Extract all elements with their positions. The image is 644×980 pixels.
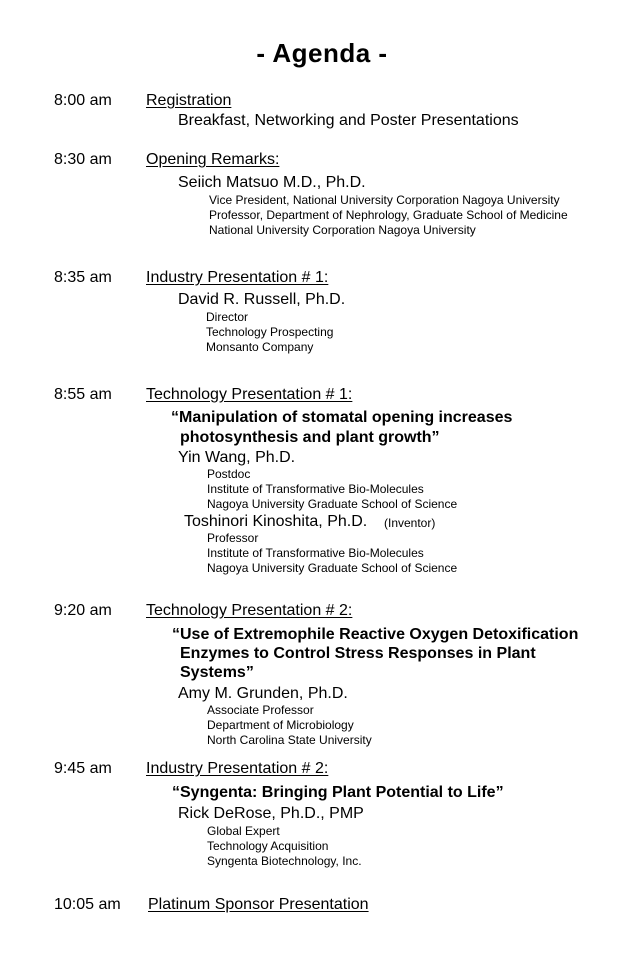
session-time: 8:55 am (54, 386, 112, 403)
speaker-detail: North Carolina State University (207, 733, 372, 747)
speaker-detail: Syngenta Biotechnology, Inc. (207, 854, 362, 868)
session-time: 8:00 am (54, 92, 112, 109)
talk-title: “Use of Extremophile Reactive Oxygen Detoxification (172, 626, 579, 643)
speaker-detail: Associate Professor (207, 703, 314, 717)
session-time: 8:35 am (54, 269, 112, 286)
speaker-name: Seiich Matsuo M.D., Ph.D. (178, 174, 366, 191)
speaker-detail: Technology Prospecting (206, 325, 334, 339)
session-time: 9:20 am (54, 602, 112, 619)
session-heading: Technology Presentation # 1: (146, 386, 353, 403)
session-time: 8:30 am (54, 151, 112, 168)
speaker-detail: Vice President, National University Corporation Nagoya University (209, 193, 560, 207)
speaker-detail: Postdoc (207, 467, 251, 481)
speaker-name: David R. Russell, Ph.D. (178, 291, 346, 308)
speaker-detail: Director (206, 310, 249, 324)
speaker-note: (Inventor) (384, 516, 436, 530)
session-heading: Registration (146, 92, 232, 109)
speaker-detail: Professor, Department of Nephrology, Graduate School of Medicine (209, 208, 568, 222)
page-title: - Agenda - (256, 38, 388, 68)
session-time: 10:05 am (54, 896, 121, 913)
speaker-detail: Institute of Transformative Bio-Molecules (207, 482, 424, 496)
session-heading: Industry Presentation # 2: (146, 760, 329, 777)
session-heading: Platinum Sponsor Presentation (148, 896, 369, 913)
session-heading: Technology Presentation # 2: (146, 602, 353, 619)
session-heading: Industry Presentation # 1: (146, 269, 329, 286)
speaker-detail: Technology Acquisition (207, 839, 329, 853)
speaker-name: Rick DeRose, Ph.D., PMP (178, 805, 364, 822)
speaker-detail: Institute of Transformative Bio-Molecules (207, 546, 424, 560)
talk-title: “Syngenta: Bringing Plant Potential to Life” (172, 784, 504, 801)
talk-title: Systems” (180, 664, 254, 681)
talk-title: “Manipulation of stomatal opening increases (171, 409, 513, 426)
speaker-detail: National University Corporation Nagoya University (209, 223, 476, 237)
speaker-detail: Global Expert (207, 824, 280, 838)
speaker-detail: Professor (207, 531, 259, 545)
speaker-detail: Nagoya University Graduate School of Science (207, 497, 458, 511)
talk-title: photosynthesis and plant growth” (180, 429, 440, 446)
speaker-detail: Department of Microbiology (207, 718, 354, 732)
speaker-name: Toshinori Kinoshita, Ph.D. (184, 513, 368, 530)
session-time: 9:45 am (54, 760, 112, 777)
speaker-detail: Monsanto Company (206, 340, 314, 354)
speaker-detail: Nagoya University Graduate School of Science (207, 561, 458, 575)
talk-title: Enzymes to Control Stress Responses in Plant (180, 645, 536, 662)
speaker-name: Yin Wang, Ph.D. (178, 449, 296, 466)
speaker-name: Amy M. Grunden, Ph.D. (178, 685, 348, 702)
session-heading: Opening Remarks: (146, 151, 280, 168)
session-description: Breakfast, Networking and Poster Presentations (178, 112, 519, 129)
